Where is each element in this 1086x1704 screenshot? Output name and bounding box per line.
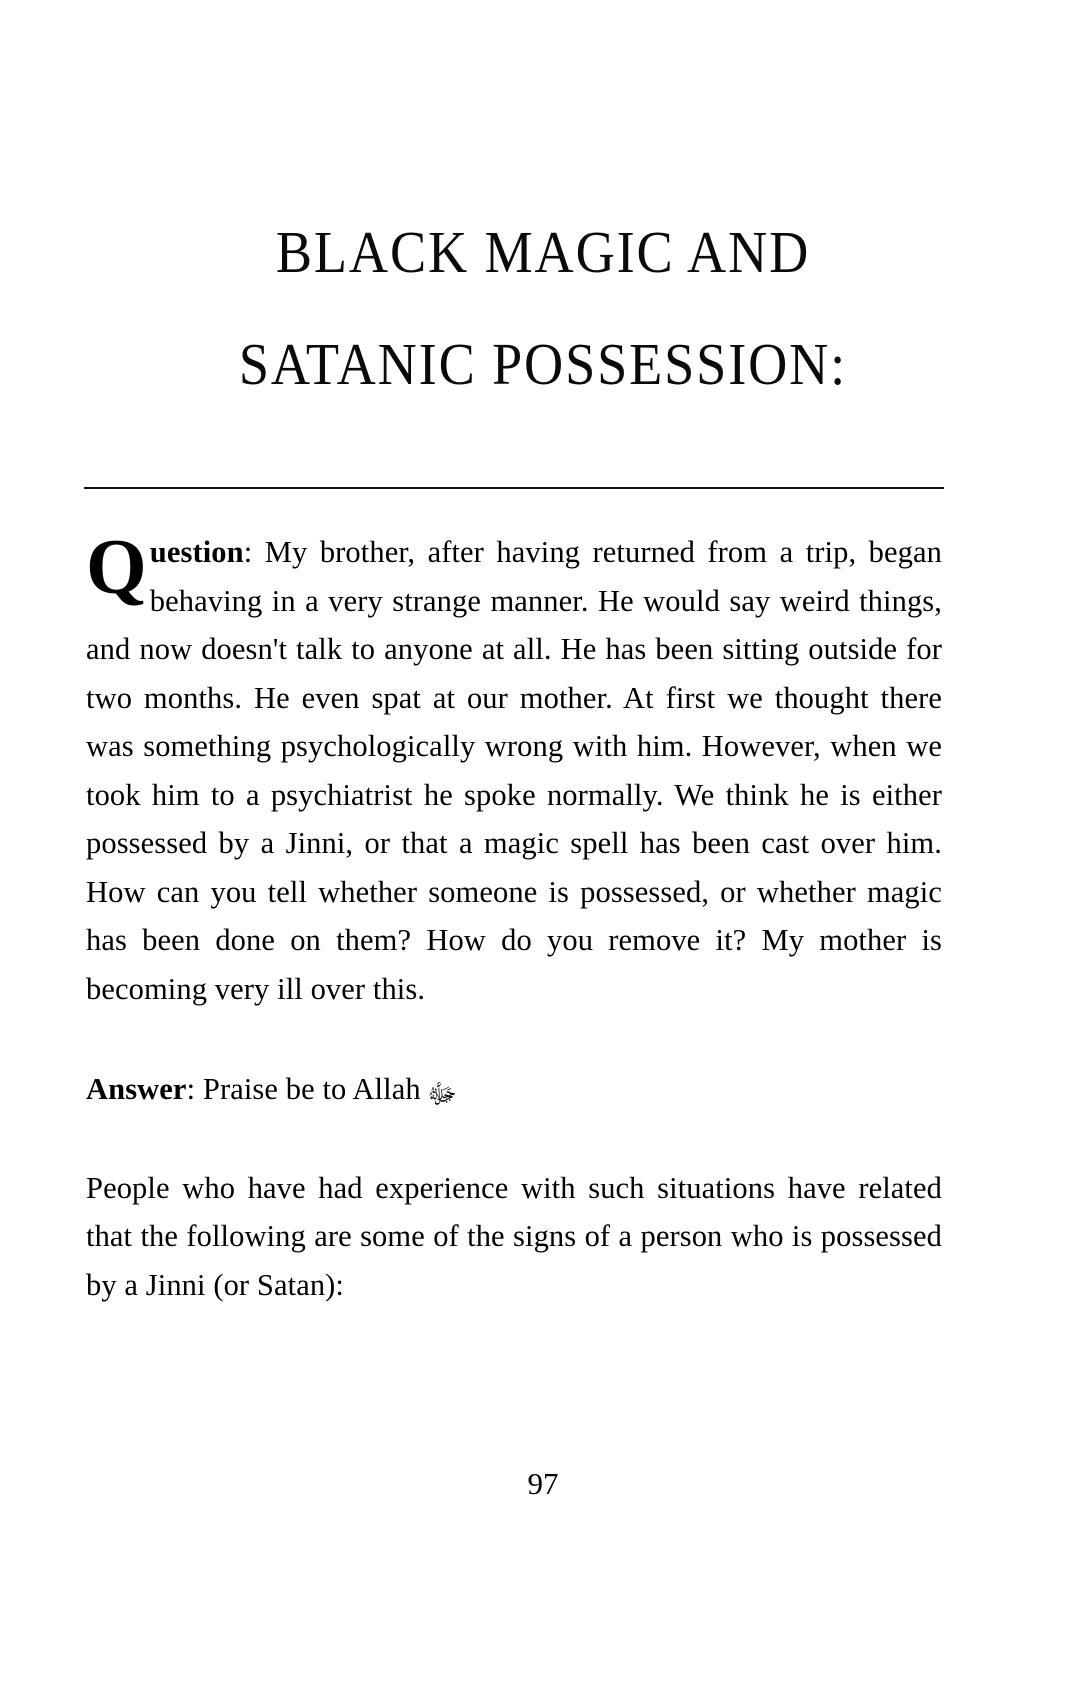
answer-label: Answer (86, 1072, 187, 1106)
question-label-separator: : (243, 535, 265, 569)
title-divider-rule (84, 487, 944, 489)
answer-paragraph (86, 1065, 942, 1114)
jalla-jalaluhu-glyph: ﷻ (426, 1077, 457, 1110)
question-text: My brother, after having returned from a trip, began behaving in a very strange manner. He would say weird things, and now doesn't talk to anyone at all. He has been sitting outside for two months. He even spat at our mother. At first we thought there was something psychologically wrong with him. However, when we took him to a psychiatrist he spoke normally. We think he is either possessed by a Jinni, or that a magic spell has been cast over him. How can you tell whether someone is possessed, or whether magic has been done on them? How do you remove it? My mother is becoming very ill over this. (86, 535, 942, 1006)
spacer-before-answer (86, 1013, 942, 1065)
page-number: 97 (527, 1466, 559, 1501)
question-dropcap: Q (86, 523, 147, 610)
page-title (0, 196, 1086, 420)
question-paragraph (86, 523, 942, 1013)
spacer-before-closing (86, 1114, 942, 1164)
body-text-column (86, 523, 942, 1309)
title-line-1: BLACK MAGIC AND (275, 219, 811, 285)
title-line-2: SATANIC POSSESSION: (238, 331, 848, 397)
answer-label-separator: : (186, 1072, 203, 1106)
question-label: uestion (149, 535, 244, 569)
answer-text: Praise be to Allah (202, 1072, 421, 1106)
closing-paragraph: People who have had experience with such situations have related that the following are some of the signs of a person who is possessed by a Jinni (or Satan): (86, 1170, 942, 1302)
